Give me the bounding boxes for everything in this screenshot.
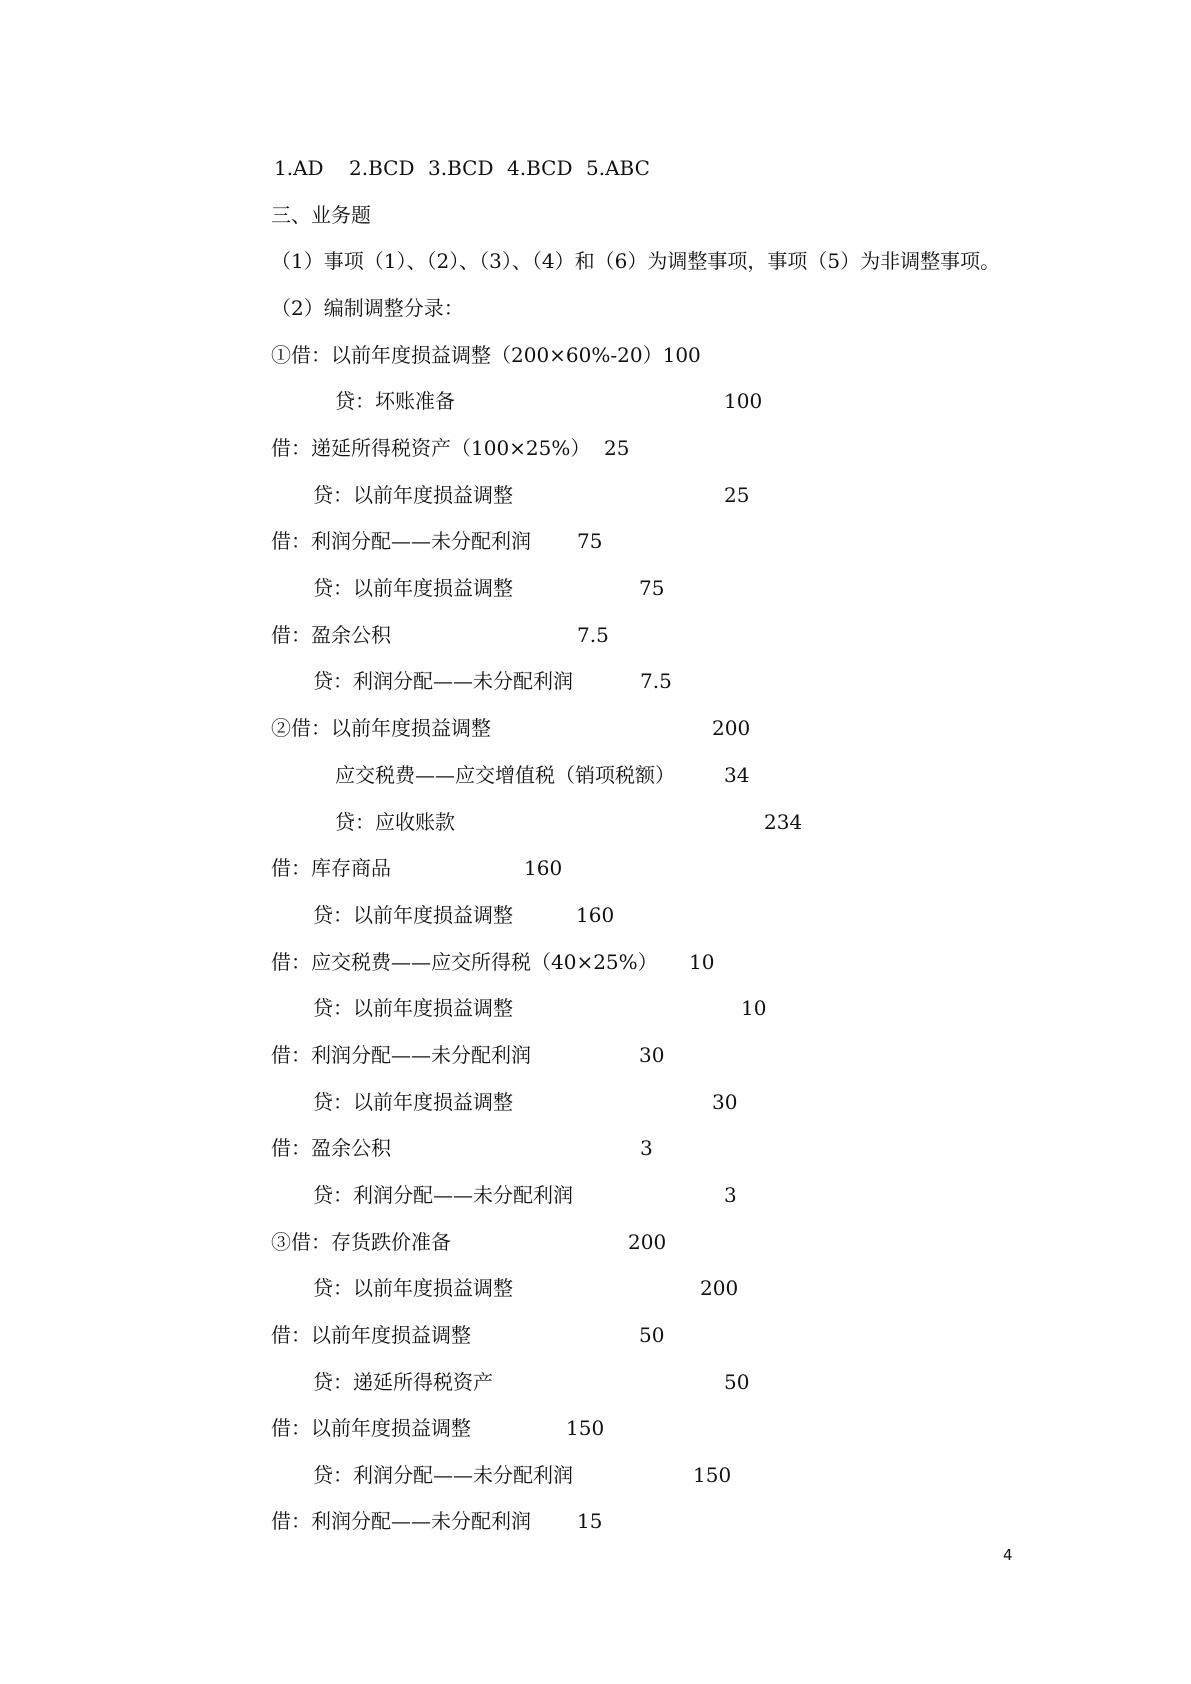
entry-account: 贷：递延所得税资产 (313, 1370, 493, 1394)
answer-4: 4.BCD (507, 156, 573, 180)
entry-amount: 50 (724, 1370, 750, 1394)
section-heading: 三、业务题 (271, 203, 371, 227)
entry-account: 贷：利润分配——未分配利润 (313, 1183, 573, 1207)
entry-account: 贷：以前年度损益调整 (313, 996, 513, 1020)
entry-line (0, 529, 1191, 569)
entry-amount: 3 (724, 1183, 737, 1207)
entry-amount: 234 (764, 810, 803, 834)
entry-line (0, 856, 1191, 896)
entry-account: 借：利润分配——未分配利润 (271, 1509, 531, 1533)
entry-account: 贷：以前年度损益调整 (313, 1090, 513, 1114)
entry-account: 贷：应收账款 (335, 810, 455, 834)
entry-line (0, 1136, 1191, 1176)
entry-account: 借：库存商品 (271, 856, 391, 880)
entry-account: 借：应交税费——应交所得税（40×25%） (271, 950, 658, 974)
entry-account: ③借：存货跌价准备 (271, 1230, 451, 1254)
entry-account: ②借：以前年度损益调整 (271, 716, 491, 740)
entry-line (0, 343, 1191, 383)
entry-line (0, 389, 1191, 429)
entry-amount: 50 (639, 1323, 665, 1347)
entry-amount: 34 (724, 763, 750, 787)
entry-amount: 10 (689, 950, 715, 974)
entry-line (0, 1463, 1191, 1503)
entry-line (0, 623, 1191, 663)
entry-line (0, 716, 1191, 756)
text-line (0, 296, 1191, 336)
entry-line (0, 576, 1191, 616)
entry-line (0, 996, 1191, 1036)
entry-account: 借：盈余公积 (271, 623, 391, 647)
entry-account: 贷：坏账准备 (335, 389, 455, 413)
entry-amount: 25 (604, 436, 630, 460)
entry-line (0, 950, 1191, 990)
entry-account: 借：盈余公积 (271, 1136, 391, 1160)
entry-amount: 25 (724, 483, 750, 507)
answer-2: 2.BCD (349, 156, 415, 180)
answer-5: 5.ABC (586, 156, 650, 180)
answer-3: 3.BCD (428, 156, 494, 180)
entry-amount: 30 (712, 1090, 738, 1114)
entry-amount: 160 (524, 856, 563, 880)
entry-account: ①借：以前年度损益调整（200×60%-20）100 (271, 343, 701, 367)
entry-account: 贷：以前年度损益调整 (313, 576, 513, 600)
entry-account: 贷：以前年度损益调整 (313, 1276, 513, 1300)
entry-account: 借：递延所得税资产（100×25%） (271, 436, 591, 460)
entry-amount: 160 (576, 903, 615, 927)
entry-line (0, 763, 1191, 803)
entry-account: 贷：以前年度损益调整 (313, 483, 513, 507)
entry-account: 贷：利润分配——未分配利润 (313, 1463, 573, 1487)
entry-line (0, 903, 1191, 943)
entry-line (0, 810, 1191, 850)
entry-account: 借：利润分配——未分配利润 (271, 529, 531, 553)
answer-1: 1.AD (274, 156, 324, 180)
entry-line (0, 1323, 1191, 1363)
entry-account: 借：利润分配——未分配利润 (271, 1043, 531, 1067)
entry-account: 贷：以前年度损益调整 (313, 903, 513, 927)
entry-line (0, 1230, 1191, 1270)
entry-line (0, 1183, 1191, 1223)
entry-amount: 7.5 (640, 669, 672, 693)
entry-line (0, 1416, 1191, 1456)
entry-amount: 150 (566, 1416, 605, 1440)
section-heading-line (0, 203, 1191, 243)
entry-line (0, 1043, 1191, 1083)
entry-line (0, 1276, 1191, 1316)
entry-amount: 150 (693, 1463, 732, 1487)
page-number: 4 (1003, 1546, 1013, 1564)
paragraph-text: （1）事项（1）、（2）、（3）、（4）和（6）为调整事项，事项（5）为非调整事项。 (271, 249, 1001, 273)
entry-account: 借：以前年度损益调整 (271, 1323, 471, 1347)
entry-amount: 75 (577, 529, 603, 553)
entry-line (0, 1370, 1191, 1410)
entry-account: 贷：利润分配——未分配利润 (313, 669, 573, 693)
entry-line (0, 1509, 1191, 1549)
entry-amount: 7.5 (577, 623, 609, 647)
entry-line (0, 669, 1191, 709)
entry-account: 应交税费——应交增值税（销项税额） (335, 763, 675, 787)
entry-amount: 10 (741, 996, 767, 1020)
entry-amount: 30 (639, 1043, 665, 1067)
entry-amount: 200 (712, 716, 751, 740)
entry-line (0, 436, 1191, 476)
entry-amount: 100 (724, 389, 763, 413)
entry-line (0, 1090, 1191, 1130)
entry-line (0, 483, 1191, 523)
text-line (0, 249, 1191, 289)
entry-amount: 75 (639, 576, 665, 600)
entry-amount: 200 (628, 1230, 667, 1254)
entry-account: 借：以前年度损益调整 (271, 1416, 471, 1440)
paragraph-text: （2）编制调整分录： (271, 296, 464, 320)
entry-amount: 15 (577, 1509, 603, 1533)
entry-amount: 3 (640, 1136, 653, 1160)
entry-amount: 200 (700, 1276, 739, 1300)
answer-line (0, 156, 1191, 196)
